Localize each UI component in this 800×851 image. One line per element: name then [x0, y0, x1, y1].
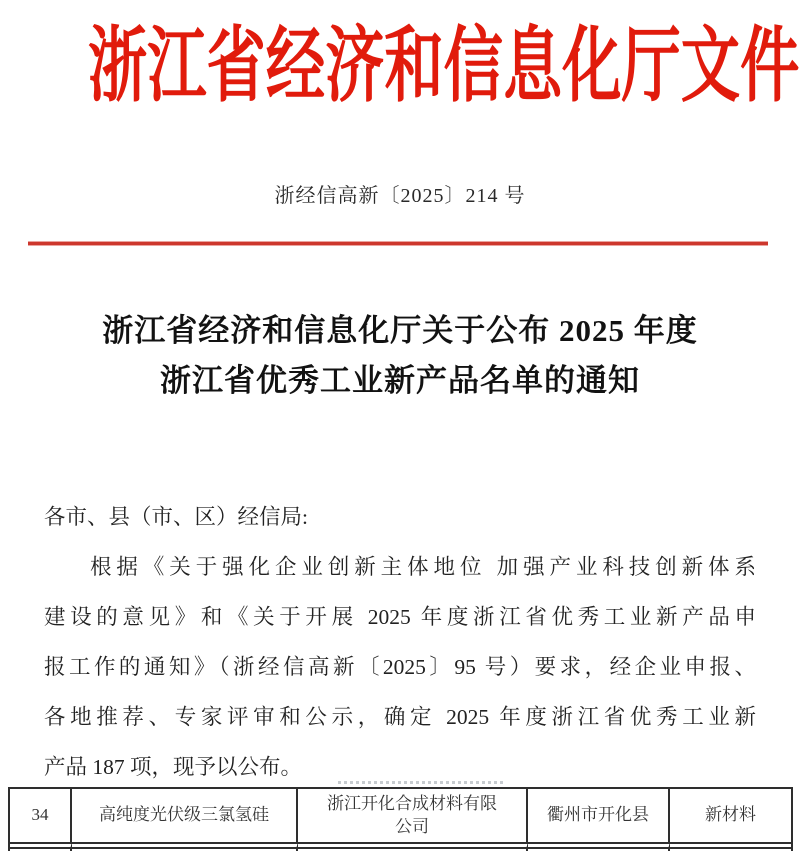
- body-line: 产品 187 项，现予以公布。: [44, 755, 303, 779]
- body-line: 各地推荐、专家评审和公示，确定 2025 年度浙江省优秀工业新: [44, 705, 756, 729]
- body-line: 建设的意见》和《关于开展 2025 年度浙江省优秀工业新产品申: [44, 605, 756, 629]
- product-table: [8, 787, 793, 851]
- body-line: 根据《关于强化企业创新主体地位 加强产业科技创新体系: [90, 555, 756, 579]
- table-next-row-partial: [10, 842, 791, 851]
- red-divider-line: [28, 242, 768, 245]
- table-cell-region: 衢州市开化县: [528, 789, 670, 842]
- salutation: 各市、县（市、区）经信局:: [44, 505, 308, 529]
- notice-title-line1: 浙江省经济和信息化厅关于公布 2025 年度: [102, 313, 698, 348]
- table-cell-partial: [298, 842, 528, 851]
- table-cell-category: 新材料: [705, 805, 756, 825]
- document-number: 浙经信高新〔2025〕214 号: [274, 185, 526, 207]
- table-cell-index: 34: [10, 789, 72, 842]
- document-body: [44, 492, 756, 792]
- table-cell-product: 高纯度光伏级三氯氢硅: [72, 789, 298, 842]
- notice-title: [0, 306, 800, 406]
- scan-artifact-top: [338, 781, 503, 784]
- table-row: [10, 789, 791, 842]
- table-cell-partial: [10, 842, 72, 851]
- table-cell-partial: [670, 842, 791, 851]
- body-line: 报工作的通知》（浙经信高新〔2025〕95 号）要求，经企业申报、: [44, 655, 756, 679]
- notice-title-line2: 浙江省优秀工业新产品名单的通知: [160, 363, 640, 398]
- table-cell-partial: [528, 842, 670, 851]
- table-cell-company: [298, 789, 528, 842]
- table-cell-partial: [72, 842, 298, 851]
- company-name: 浙江开化合成材料有限公司: [327, 793, 497, 836]
- agency-header-title: 浙江省经济和信息化厅文件: [88, 20, 800, 112]
